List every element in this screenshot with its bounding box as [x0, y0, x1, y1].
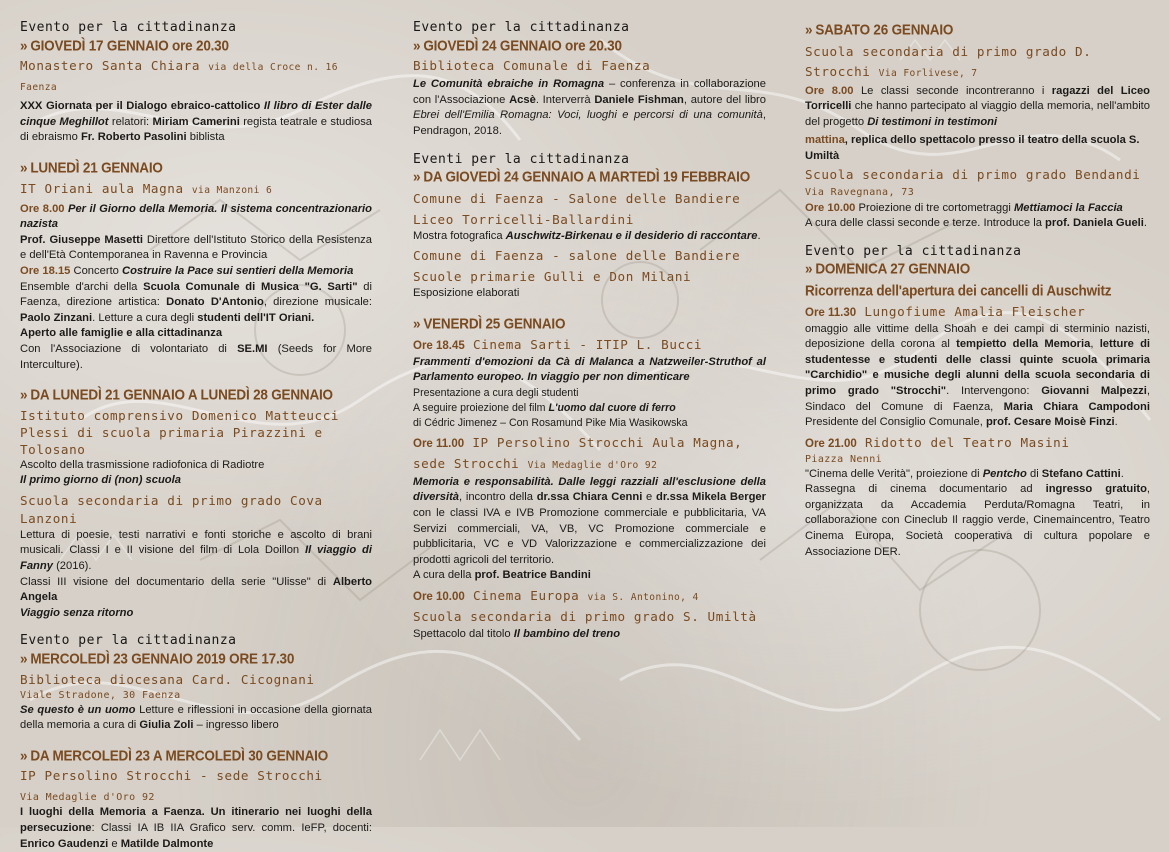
arrow-icon: »: [20, 159, 28, 176]
event-description: Mostra fotografica Auschwitz-Birkenau e il desiderio di raccontare.: [413, 229, 761, 242]
venue: IP Persolino Strocchi - sede Strocchi: [20, 768, 323, 784]
date-label: LUNEDÌ 21 GENNAIO: [30, 159, 163, 176]
event-description: mattina, replica dello spettacolo presso il teatro della scuola S. Umiltà: [805, 134, 1140, 162]
venue: Ore 11.30 Lungofiume Amalia Fleischer: [805, 303, 1086, 319]
arrow-icon: »: [20, 386, 28, 403]
venue-address: via Manzoni 6: [191, 184, 273, 196]
venue-address: Via Ravegnana, 73: [805, 186, 915, 198]
event-title: Ricorrenza dell'apertura dei cancelli di Auschwitz: [805, 282, 1112, 299]
arrow-icon: »: [805, 21, 813, 38]
event-date: [413, 168, 766, 185]
event-date: [20, 37, 372, 54]
column-3: [805, 20, 1150, 560]
arrow-icon: »: [413, 36, 421, 54]
event-date: [413, 315, 766, 332]
event-header: Evento per la cittadinanza: [805, 243, 1022, 259]
date-label: SABATO 26 GENNAIO: [815, 21, 954, 38]
venue: Comune di Faenza - Salone delle Bandiere: [413, 190, 741, 206]
event-header: Evento per la cittadinanza: [20, 20, 237, 35]
venue: Monastero Santa Chiara via della Croce n. 16 Faenza: [20, 58, 338, 94]
event-description: Spettacolo dal titolo Il bambino del treno: [413, 627, 621, 640]
event-date: [805, 21, 1150, 38]
event-date: [20, 159, 372, 176]
venue: Ore 21.00 Ridotto del Teatro Masini: [805, 434, 1070, 450]
venue-address: via della Croce n. 16 Faenza: [20, 62, 338, 94]
venue: IT Oriani aula Magna via Manzoni 6: [20, 180, 273, 196]
event-description: "Cinema delle Verità", proiezione di Pentcho di Stefano Cattini. Rassegna di cinema documentario ad ingresso gratuito, organizzata da Accademia Perduta/Romagna Teatri, in collaborazione con Cineclub Il raggio verde, Cinemaincentro, Teatro Cinema Europa, Società cooperativa di cultura popolare e Associazione DER.: [805, 467, 1151, 558]
arrow-icon: »: [413, 168, 421, 186]
event-description: Presentazione a cura degli studenti A seguire proiezione del film L'uomo dal cuore di ferro di Cédric Jimenez – Con Rosamund Pike Mia Wasikowska: [413, 386, 688, 429]
venue: Ore 10.00 Cinema Europa via S. Antonino, 4: [413, 587, 699, 603]
event-description: Se questo è un uomo Letture e riflessioni in occasione della giornata della memoria a cura di Giulia Zoli – ingresso libero: [20, 703, 372, 732]
date-label: GIOVEDÌ 24 GENNAIO ore 20.30: [423, 36, 622, 54]
event-description: Le Comunità ebraiche in Romagna – conferenza in collaborazione con l'Associazione Acsè. Interverrà Daniele Fishman, autore del libro Ebrei dell'Emilia Romagna: Voci, luoghi e percorsi di una comunità, Pendragon, 2018.: [413, 78, 766, 137]
event-description: Frammenti d'emozioni da Cà di Malanca a Natzweiler-Struthof al Parlamento europeo. In viaggio per non dimenticare: [413, 355, 766, 384]
date-label: GIOVEDÌ 17 GENNAIO ore 20.30: [30, 36, 229, 54]
event-description: omaggio alle vittime della Shoah e dei campi di sterminio nazisti, deposizione della corona al tempietto della Memoria, letture di studentesse e studenti delle classi quinte scuola primaria "Carchidio" e musiche degli alunni della scuola secondaria di primo grado "Strocchi". Intervengono: Giovanni Malpezzi, Sindaco del Comune di Faenza, Maria Chiara Campodoni Presidente del Consiglio Comunale, prof. Cesare Moisè Finzi.: [805, 322, 1151, 429]
date-label: DA MERCOLEDÌ 23 A MERCOLEDÌ 30 GENNAIO: [30, 746, 328, 764]
event-description: Esposizione elaborati: [413, 287, 520, 300]
arrow-icon: »: [805, 260, 813, 278]
venue: Scuola secondaria di primo grado Cova Lanzoni: [20, 492, 323, 526]
venue: Scuola secondaria di primo grado Bendandi: [805, 166, 1141, 182]
venue: Plessi di scuola primaria Pirazzini e Tolosano: [20, 424, 323, 457]
event-description: Lettura di poesie, testi narrativi e fonti storiche e ascolto di brani musicali. Classi I e II visione del film di Lola Doillon Il viaggio di Fanny (2016). Classi III visione del documentario della serie "Ulisse" di Alberto Angela Viaggio senza ritorno: [20, 528, 373, 619]
date-label: DA LUNEDÌ 21 GENNAIO A LUNEDÌ 28 GENNAIO: [30, 386, 333, 403]
date-label: DA GIOVEDÌ 24 GENNAIO A MARTEDÌ 19 FEBBRAIO: [423, 168, 751, 186]
event-date: [805, 260, 1150, 277]
event-date: [20, 650, 372, 667]
venue-address: Viale Stradone, 30 Faenza: [20, 689, 181, 701]
event-description: I luoghi della Memoria a Faenza. Un itinerario nei luoghi della persecuzione: Classi IA IB IIA Grafico serv. comm. IeFP, docenti: Enrico Gaudenzi e Matilde Dalmonte: [20, 806, 372, 850]
venue: Biblioteca diocesana Card. Cicognani: [20, 671, 315, 687]
venue: Ore 18.45 Cinema Sarti - ITIP L. Bucci: [413, 336, 703, 352]
venue: Istituto comprensivo Domenico Matteucci: [20, 407, 340, 423]
event-description: Ascolto della trasmissione radiofonica di Radiotre Il primo giorno di (non) scuola: [20, 458, 265, 487]
venue: Ore 11.00 IP Persolino Strocchi Aula Magna, sede Strocchi Via Medaglie d'Oro 92: [413, 434, 743, 471]
arrow-icon: »: [20, 746, 28, 764]
event-description: Ore 10.00 Proiezione di tre cortometraggi Mettiamoci la Faccia A cura delle classi seconde e terze. Introduce la prof. Daniela Gueli.: [805, 201, 1147, 230]
column-2: [413, 20, 766, 642]
venue: Scuola secondaria di primo grado S. Umiltà: [413, 608, 757, 624]
event-description: Ore 18.15 Concerto Costruire la Pace sui sentieri della Memoria Ensemble d'archi della Scuola Comunale di Musica "G. Sarti" di Faenza, direzione artistica: Donato D'Antonio, direzione musicale: Paolo Zinzani. Letture a cura degli studenti dell'IT Oriani. Aperto alle famiglie e alla cittadinanza Con l'Associazione di volontariato di SE.MI (Seeds for More Interculture).: [20, 264, 373, 371]
venue: Liceo Torricelli-Ballardini: [413, 211, 634, 227]
event-description: XXX Giornata per il Dialogo ebraico-cattolico Il libro di Ester dalle cinque Meghillot relatori: Miriam Camerini regista teatrale e studiosa di ebraismo Fr. Roberto Pasolini biblista: [20, 100, 373, 144]
event-date: [413, 37, 766, 54]
date-label: MERCOLEDÌ 23 GENNAIO 2019 ORE 17.30: [30, 650, 295, 667]
event-description: Memoria e responsabilità. Dalle leggi razziali all'esclusione della diversità, incontro della dr.ssa Chiara Cenni e dr.ssa Mikela Berger con le classi IVA e IVB Promozione commerciale e pubblicitaria, VA Servizi commerciali, VA, VB, VC Promozione commerciale e pubblicitaria, VC e VD Valorizzazione e commercializzazione dei prodotti agricoli del territorio. A cura della prof. Beatrice Bandini: [413, 475, 766, 582]
venue: Scuola secondaria di primo grado D. Strocchi Via Forlivese, 7: [805, 43, 1092, 79]
venue: Comune di Faenza - salone delle Bandiere: [413, 248, 741, 264]
venue-address: Via Medaglie d'Oro 92: [20, 792, 155, 804]
arrow-icon: »: [413, 315, 421, 332]
venue-address: Piazza Nenni: [805, 453, 883, 465]
event-header: Evento per la cittadinanza: [20, 633, 237, 649]
date-label: VENERDÌ 25 GENNAIO: [423, 315, 566, 332]
date-label: DOMENICA 27 GENNAIO: [815, 260, 971, 278]
event-date: [20, 747, 372, 764]
event-header: Eventi per la cittadinanza: [413, 151, 630, 167]
arrow-icon: »: [20, 36, 28, 54]
column-1: [20, 20, 372, 852]
event-header: Evento per la cittadinanza: [413, 20, 630, 35]
event-description: Ore 8.00 Per il Giorno della Memoria. Il sistema concentrazionario nazista Prof. Giuseppe Masetti Direttore dell'Istituto Storico della Resistenza e dell'Età Contemporanea in Ravenna e Provincia: [20, 202, 372, 262]
event-description: Ore 8.00 Le classi seconde incontreranno i ragazzi del Liceo Torricelli che hanno partecipato al viaggio della memoria, nell'ambito del progetto Di testimoni in testimoni: [805, 84, 1151, 128]
venue: Scuole primarie Gulli e Don Milani: [413, 269, 692, 285]
event-date: [20, 386, 372, 403]
arrow-icon: »: [20, 650, 28, 667]
venue: Biblioteca Comunale di Faenza: [413, 58, 651, 74]
